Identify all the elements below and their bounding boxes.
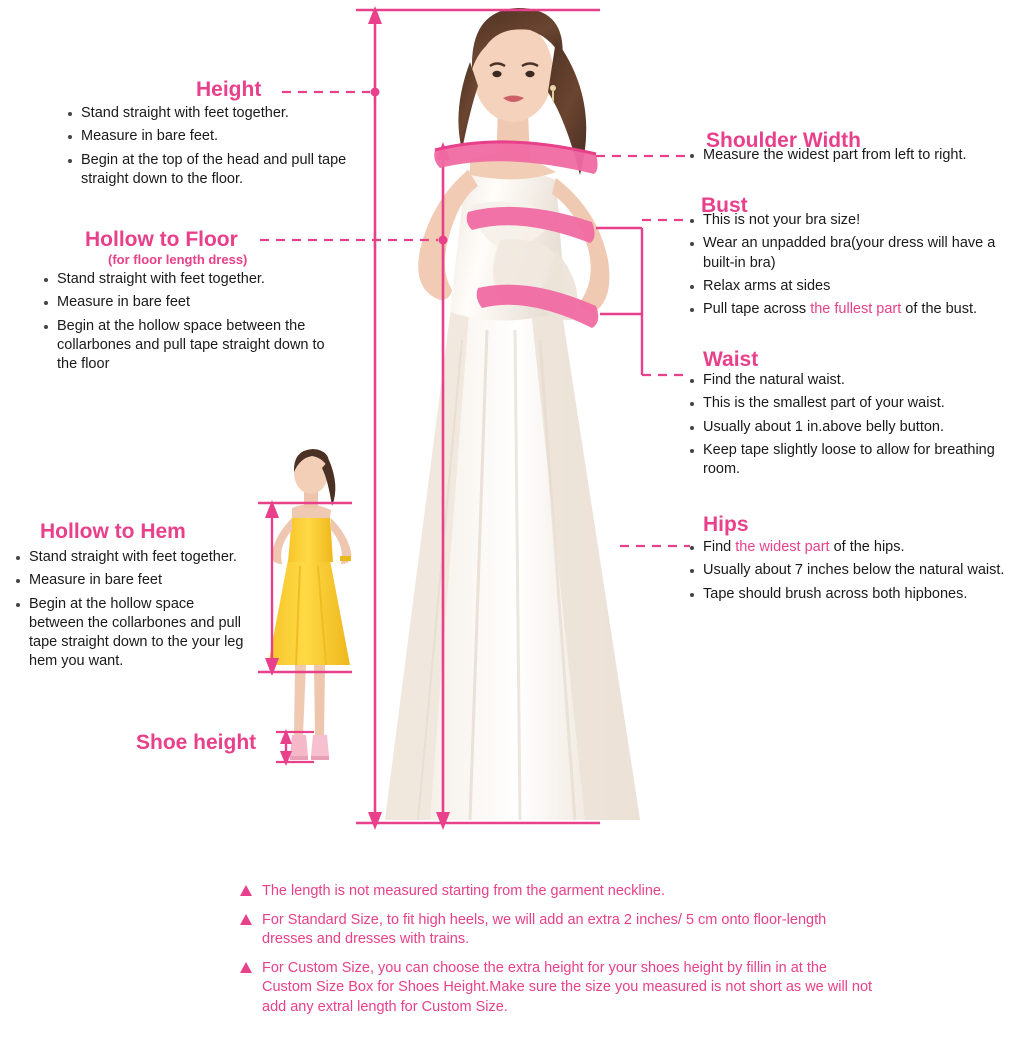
- hips-bullets: [688, 538, 1008, 608]
- bust-bullets: [688, 211, 1010, 323]
- list-item: Usually about 1 in.above belly button.: [688, 418, 1008, 437]
- list-item: Usually about 7 inches below the natural waist.: [688, 561, 1008, 580]
- bust-mixed-pre: Pull tape across: [703, 301, 811, 318]
- hips-mixed-highlight: the widest part: [735, 539, 830, 555]
- note-item: [240, 959, 880, 1018]
- note-text: The length is not measured starting from the garment neckline.: [262, 883, 665, 899]
- note-text: For Standard Size, to fit high heels, we will add an extra 2 inches/ 5 cm onto floor-length dresses and dresses with trains.: [262, 911, 827, 948]
- hips-mixed-pre: Find: [703, 539, 736, 555]
- list-item: Measure in bare feet: [42, 293, 342, 312]
- hollow-to-floor-heading: Hollow to Floor: [85, 228, 238, 251]
- hollow-to-hem-heading: Hollow to Hem: [40, 520, 186, 543]
- bust-heading: Bust: [701, 194, 748, 217]
- warning-triangle-icon: [240, 962, 252, 973]
- bust-mixed-post: of the bust.: [901, 301, 978, 318]
- warning-triangle-icon: [240, 885, 252, 896]
- list-item: Measure in bare feet: [14, 571, 244, 590]
- list-item: Begin at the hollow space between the collarbones and pull tape straight down to the floor: [42, 317, 342, 375]
- hollow-to-hem-bullets: [14, 548, 244, 676]
- list-item: Relax arms at sides: [688, 277, 1010, 296]
- list-item: Stand straight with feet together.: [66, 104, 366, 123]
- list-item: Stand straight with feet together.: [42, 270, 342, 289]
- height-heading: Height: [196, 78, 262, 101]
- hollow-to-floor-subheading: (for floor length dress): [108, 252, 248, 267]
- warning-triangle-icon: [240, 914, 252, 925]
- list-item: This is the smallest part of your waist.: [688, 394, 1008, 413]
- hollow-to-floor-bullets: [42, 270, 342, 378]
- list-item: [688, 538, 1008, 557]
- note-text: For Custom Size, you can choose the extra height for your shoes height by fillin in at the Custom Size Box for Shoes Height.Make sure the size you measured is not short as we will not add any extral length for Custom Size.: [262, 959, 873, 1015]
- list-item: This is not your bra size!: [688, 211, 1010, 230]
- shoulder-width-bullets: [688, 146, 1008, 169]
- hips-heading: Hips: [703, 513, 749, 536]
- note-item: [240, 911, 880, 950]
- footer-notes: [240, 882, 880, 1026]
- height-bullets: [66, 104, 366, 193]
- waist-bullets: [688, 371, 1008, 483]
- short-dress-illustration: [268, 449, 351, 760]
- list-item: Find the natural waist.: [688, 371, 1008, 390]
- hips-mixed-post: of the hips.: [829, 539, 905, 555]
- list-item: Measure the widest part from left to right.: [688, 146, 1008, 165]
- shoe-height-heading: Shoe height: [136, 731, 257, 754]
- list-item: [688, 300, 1010, 319]
- list-item: Keep tape slightly loose to allow for breathing room.: [688, 441, 1008, 480]
- bust-mixed-highlight: the fullest part: [810, 301, 902, 318]
- list-item: Wear an unpadded bra(your dress will have a built-in bra): [688, 234, 1010, 273]
- shoulder-width-heading: Shoulder Width: [706, 129, 861, 152]
- note-item: [240, 882, 880, 902]
- list-item: Tape should brush across both hipbones.: [688, 585, 1008, 604]
- list-item: Measure in bare feet.: [66, 127, 366, 146]
- list-item: Begin at the hollow space between the collarbones and pull tape straight down to the your leg hem you want.: [14, 595, 244, 672]
- waist-heading: Waist: [703, 348, 759, 371]
- list-item: Begin at the top of the head and pull tape straight down to the floor.: [66, 151, 366, 190]
- bride-illustration: [385, 8, 640, 820]
- list-item: Stand straight with feet together.: [14, 548, 244, 567]
